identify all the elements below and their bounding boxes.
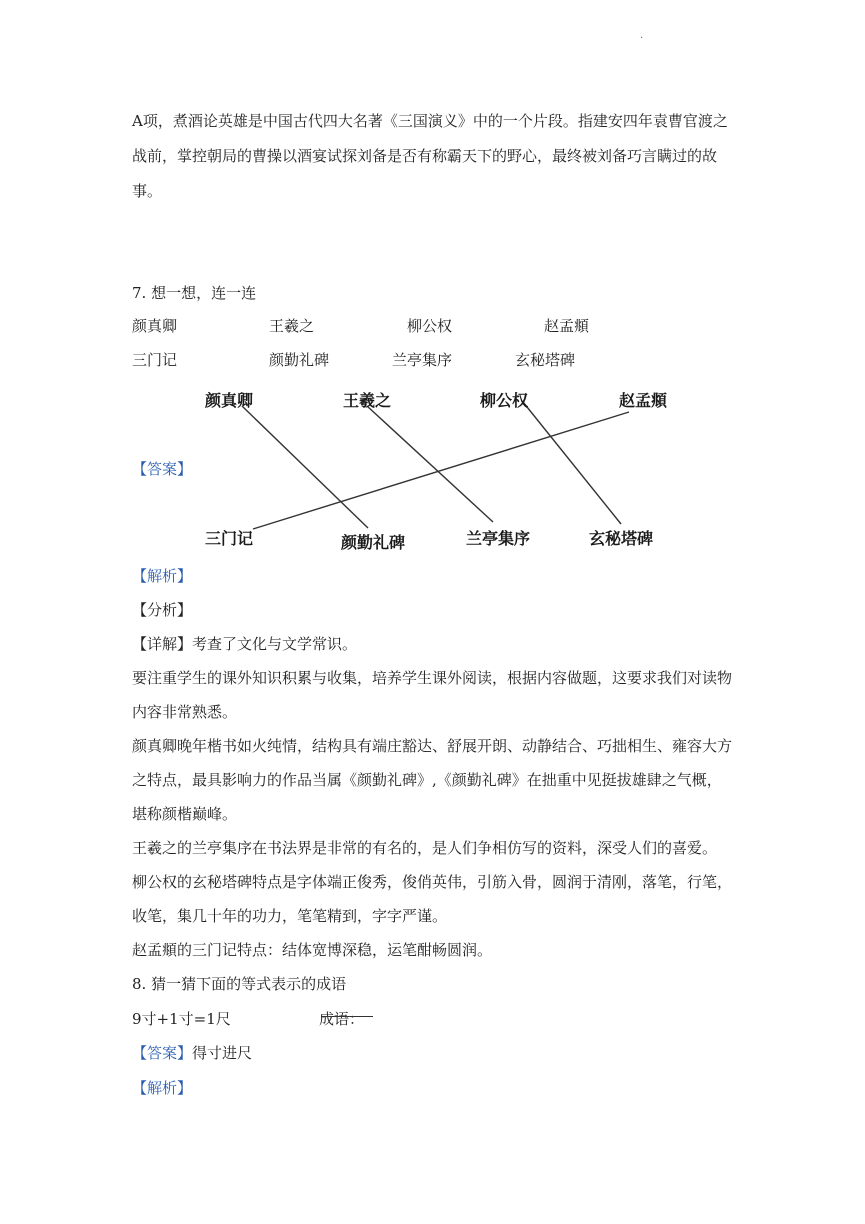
diagram-bottom-sanmenji: 三门记 — [205, 529, 254, 548]
line-liu-xuanmi — [523, 402, 621, 524]
intro-paragraph: A项，煮酒论英雄是中国古代四大名著《三国演义》中的一个片段。指建安四年袁曹官渡之战前，掌控朝局的曹操以酒宴试探刘备是否有称霸天下的野心，最终被刘备巧言瞒过的故事。 — [132, 112, 728, 200]
q8-equation: 9寸+1寸=1尺 — [132, 1010, 231, 1028]
q8-answer-label: 【答案】 — [132, 1044, 193, 1062]
work-yanqinli: 颜勤礼碑 — [269, 351, 330, 369]
q8-idiom-label: 成语： — [319, 1010, 365, 1028]
q7-title: 7. 想一想，连一连 — [132, 284, 257, 302]
q7-detail-label: 【详解】 — [132, 635, 193, 653]
author-zhao: 赵孟頫 — [544, 317, 590, 335]
work-sanmenji: 三门记 — [132, 351, 178, 369]
diagram-top-yan: 颜真卿 — [205, 391, 254, 410]
q8-title: 8. 猜一猜下面的等式表示的成语 — [132, 975, 347, 993]
diagram-bottom-lanting: 兰亭集序 — [466, 529, 531, 548]
q7-detail — [132, 627, 357, 661]
work-lanting: 兰亭集序 — [392, 351, 453, 369]
diagram-bottom-yanqinli: 颜勤礼碑 — [341, 533, 406, 552]
author-wang: 王羲之 — [269, 317, 315, 335]
page-dot: . — [640, 30, 644, 41]
diagram-top-zhao: 赵孟頫 — [619, 391, 668, 410]
q7-para-4: 柳公权的玄秘塔碑特点是字体端正俊秀，俊俏英伟，引筋入骨，圆润于清刚，落笔，行笔，收笔，集几十年的功力，笔笔精到，字字严谨。 — [132, 873, 733, 925]
q7-para-2: 颜真卿晚年楷书如火纯情，结构具有端庄豁达、舒展开朗、动静结合、巧拙相生、雍容大方之特点，最具影响力的作品当属《颜勤礼碑》,《颜勤礼碑》在拙重中见挺拔雄肆之气概，堪称颜楷巅峰。 — [132, 737, 733, 823]
diagram-bottom-xuanmi: 玄秘塔碑 — [589, 529, 654, 548]
line-yan-yanqinli — [242, 406, 368, 528]
q8-idiom-blank — [321, 1002, 373, 1017]
q8-equation-row — [132, 1002, 736, 1036]
q7-analysis-label: 【解析】 — [132, 567, 193, 585]
diagram-top-liu: 柳公权 — [480, 391, 529, 410]
q7-fenxi-label: 【分析】 — [132, 601, 193, 619]
author-liu: 柳公权 — [407, 317, 453, 335]
q7-answer-label: 【答案】 — [132, 460, 193, 478]
diagram-top-wang: 王羲之 — [343, 391, 392, 410]
q8-answer-text: 得寸进尺 — [192, 1044, 253, 1062]
matching-diagram — [195, 382, 675, 554]
q8-analysis-label: 【解析】 — [132, 1079, 193, 1097]
work-xuanmi: 玄秘塔碑 — [515, 351, 576, 369]
q8-answer — [132, 1036, 252, 1070]
line-wang-lanting — [367, 406, 493, 522]
q7-para-1: 要注重学生的课外知识积累与收集，培养学生课外阅读，根据内容做题，这要求我们对读物内容非常熟悉。 — [132, 669, 733, 721]
q7-detail-text: 考查了文化与文学常识。 — [192, 635, 358, 653]
q7-para-5: 赵孟頫的三门记特点：结体宽博深稳，运笔酣畅圆润。 — [132, 941, 493, 959]
author-yan: 颜真卿 — [132, 317, 178, 335]
q7-para-3: 王羲之的兰亭集序在书法界是非常的有名的，是人们争相仿写的资料，深受人们的喜爱。 — [132, 839, 718, 857]
